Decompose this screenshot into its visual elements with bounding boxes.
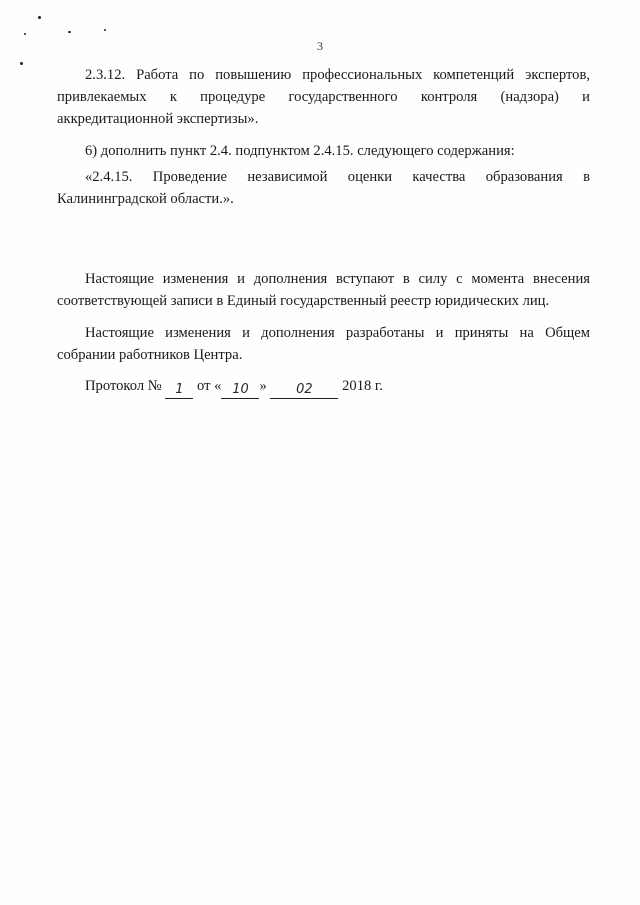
protocol-close-quote: » xyxy=(259,378,267,394)
paragraph-2-3-12-text xyxy=(57,64,590,130)
paragraph-item-6-text: 6) дополнить пункт 2.4. подпунктом 2.4.15. следующего содержания: xyxy=(85,143,515,159)
paragraph-2-3-12 xyxy=(57,64,590,130)
scan-speck xyxy=(104,29,106,31)
protocol-year: 2018 г. xyxy=(342,378,383,394)
protocol-day: 10 xyxy=(232,382,249,397)
scan-speck xyxy=(38,16,41,19)
paragraph-item-6 xyxy=(57,140,590,162)
protocol-number-blank xyxy=(165,375,193,399)
protocol-label: Протокол № xyxy=(85,378,162,394)
paragraph-adopted xyxy=(57,322,590,366)
protocol-month: 02 xyxy=(296,382,313,397)
scan-speck xyxy=(68,31,71,33)
scan-speck xyxy=(20,62,23,65)
paragraph-adopted-text: Настоящие изменения и дополнения разработаны и приняты на Общем собрании работников Центра. xyxy=(57,325,590,363)
protocol-month-blank xyxy=(270,375,338,399)
paragraph-2-4-15-text: «2.4.15. Проведение независимой оценки качества образования в Калининградской области.». xyxy=(57,169,590,207)
protocol-number: 1 xyxy=(175,382,184,397)
paragraph-2-4-15 xyxy=(57,166,590,210)
paragraph-effective-text: Настоящие изменения и дополнения вступают в силу с момента внесения соответствующей записи в Единый государственный реестр юридических лиц. xyxy=(57,271,590,309)
protocol-line xyxy=(85,375,383,399)
paragraph-2-3-12-line1: 2.3.12. Работа по повышению профессиональных компетенций экспертов, xyxy=(85,67,590,83)
protocol-day-blank xyxy=(221,375,259,399)
paragraph-effective xyxy=(57,268,590,312)
page-number: 3 xyxy=(317,39,323,53)
scan-speck xyxy=(24,33,26,35)
protocol-from: от « xyxy=(197,378,222,394)
paragraph-2-3-12-rest: привлекаемых к процедуре государственного контроля (надзора) и аккредитационной экспертизы». xyxy=(57,89,590,127)
